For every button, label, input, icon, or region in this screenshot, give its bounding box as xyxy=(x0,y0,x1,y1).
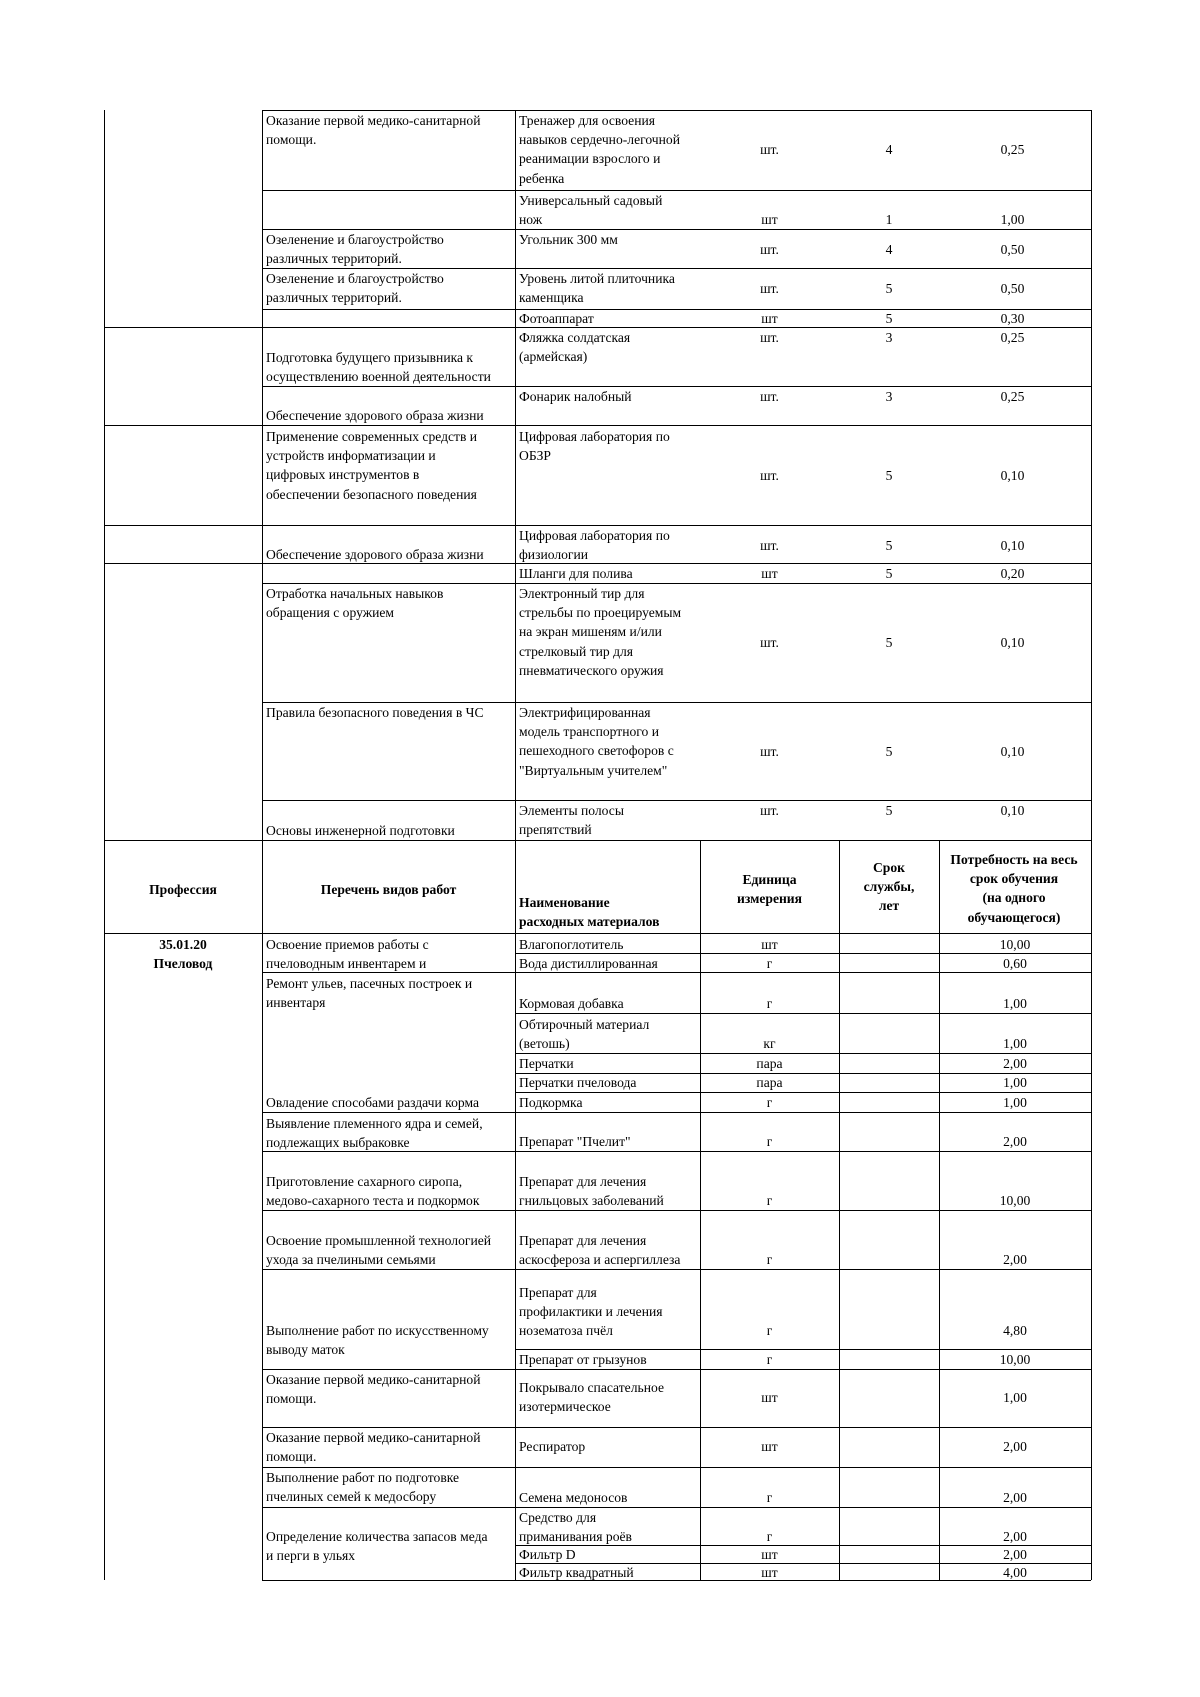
table-rule xyxy=(1091,110,1092,840)
work-cell: Оказание первой медико-санитарной помощи. xyxy=(266,1430,481,1465)
term-cell: 3 xyxy=(885,330,893,345)
table-rule xyxy=(262,583,1091,584)
material-name: Фильтр квадратный xyxy=(519,1565,634,1580)
term-cell: 5 xyxy=(885,311,893,326)
header-unit: Единица измерения xyxy=(736,872,802,907)
need-cell: 4,80 xyxy=(1003,1323,1027,1338)
table-rule xyxy=(262,327,1091,328)
need-cell: 0,10 xyxy=(1000,468,1025,483)
material-name: Фотоаппарат xyxy=(519,311,594,326)
table-rule xyxy=(104,110,105,1580)
table-rule xyxy=(515,953,1091,954)
unit-cell: шт. xyxy=(760,389,779,404)
material-name: Уровень литой плиточника каменщика xyxy=(519,271,675,306)
work-cell: Отработка начальных навыков обращения с оружием xyxy=(266,586,444,621)
material-name: Электронный тир для стрельбы по проецируемым на экран мишеням и/или стрелковый тир для пневматического оружия xyxy=(519,586,682,678)
table-rule xyxy=(515,1112,1091,1113)
term-cell: 4 xyxy=(885,142,893,157)
table-rule xyxy=(262,229,1091,230)
unit-cell: шт xyxy=(761,1547,778,1562)
need-cell: 2,00 xyxy=(1003,1490,1027,1505)
table-rule xyxy=(262,1467,515,1468)
table-rule xyxy=(104,840,262,841)
need-cell: 2,00 xyxy=(1003,1252,1027,1267)
need-cell: 0,25 xyxy=(1000,330,1025,345)
table-rule xyxy=(262,190,1091,191)
term-cell: 5 xyxy=(885,538,893,553)
table-rule xyxy=(515,1580,1091,1581)
work-cell: Обеспечение здорового образа жизни xyxy=(266,547,484,562)
table-rule xyxy=(262,1210,515,1211)
unit-cell: г xyxy=(766,1095,773,1110)
need-cell: 1,00 xyxy=(1003,1095,1027,1110)
material-name: Тренажер для освоения навыков сердечно-легочной реанимации взрослого и ребенка xyxy=(519,113,680,186)
unit-cell: г xyxy=(766,1323,773,1338)
need-cell: 2,00 xyxy=(1003,1439,1027,1454)
unit-cell: шт xyxy=(761,311,778,326)
work-cell: Оказание первой медико-санитарной помощи. xyxy=(266,1372,481,1407)
table-rule xyxy=(104,933,1091,934)
need-cell: 0,20 xyxy=(1000,566,1025,581)
work-cell: Ремонт ульев, пасечных построек и инвентаря xyxy=(266,976,473,1011)
table-rule xyxy=(262,110,1091,111)
need-cell: 10,00 xyxy=(999,1193,1031,1208)
header-name: Наименование расходных материалов xyxy=(519,895,660,930)
term-cell: 5 xyxy=(885,635,893,650)
need-cell: 0,50 xyxy=(1000,242,1025,257)
table-rule xyxy=(515,1369,1091,1370)
unit-cell: шт xyxy=(761,1390,778,1405)
term-cell: 5 xyxy=(885,281,893,296)
need-cell: 1,00 xyxy=(1003,996,1027,1011)
table-rule xyxy=(262,386,1091,387)
need-cell: 10,00 xyxy=(999,1352,1031,1367)
table-rule xyxy=(515,1092,1091,1093)
need-cell: 0,10 xyxy=(1000,803,1025,818)
material-name: Цифровая лаборатория по физиологии xyxy=(519,528,670,563)
table-rule xyxy=(515,1013,1091,1014)
material-name: Подкормка xyxy=(519,1095,583,1110)
material-name: Цифровая лаборатория по ОБЗР xyxy=(519,429,670,464)
unit-cell: шт. xyxy=(760,538,779,553)
table-rule xyxy=(515,1151,1091,1152)
need-cell: 0,50 xyxy=(1000,281,1025,296)
table-rule xyxy=(262,702,1091,703)
table-rule xyxy=(104,525,262,526)
need-cell: 0,60 xyxy=(1003,956,1027,971)
table-rule xyxy=(515,1053,1091,1054)
unit-cell: шт xyxy=(761,566,778,581)
work-cell: Обеспечение здорового образа жизни xyxy=(266,408,484,423)
need-cell: 2,00 xyxy=(1003,1529,1027,1544)
unit-cell: шт. xyxy=(760,330,779,345)
work-cell: Овладение способами раздачи корма xyxy=(266,1095,480,1110)
unit-cell: г xyxy=(766,1252,773,1267)
table-rule xyxy=(515,110,516,840)
work-cell: Озеленение и благоустройство различных территорий. xyxy=(266,232,444,267)
need-cell: 10,00 xyxy=(999,937,1031,952)
unit-cell: шт. xyxy=(760,744,779,759)
material-name: Фильтр D xyxy=(519,1547,576,1562)
table-rule xyxy=(262,1269,515,1270)
work-cell: Освоение приемов работы с пчеловодным инвентарем и xyxy=(266,937,429,972)
material-name: Препарат от грызунов xyxy=(519,1352,647,1367)
material-name: Препарат "Пчелит" xyxy=(519,1134,631,1149)
material-name: Угольник 300 мм xyxy=(519,232,618,247)
need-cell: 1,00 xyxy=(1000,212,1025,227)
work-cell: Выполнение работ по искусственному выводу маток xyxy=(266,1323,489,1358)
material-name: Покрывало спасательное изотермическое xyxy=(519,1380,664,1415)
material-name: Препарат для лечения гнильцовых заболеваний xyxy=(519,1174,664,1209)
term-cell: 3 xyxy=(885,389,893,404)
table-rule xyxy=(262,1427,515,1428)
material-name: Кормовая добавка xyxy=(519,996,624,1011)
work-cell: Правила безопасного поведения в ЧС xyxy=(266,705,484,720)
unit-cell: шт xyxy=(761,937,778,952)
material-name: Универсальный садовый нож xyxy=(519,193,663,228)
unit-cell: шт xyxy=(761,1439,778,1454)
material-name: Шланги для полива xyxy=(519,566,633,581)
work-cell: Основы инженерной подготовки xyxy=(266,823,455,838)
unit-cell: пара xyxy=(756,1075,783,1090)
work-cell: Озеленение и благоустройство различных территорий. xyxy=(266,271,444,306)
work-cell: Освоение промышленной технологией ухода за пчелиными семьями xyxy=(266,1233,492,1268)
unit-cell: шт. xyxy=(760,803,779,818)
table-rule xyxy=(262,268,1091,269)
term-cell: 5 xyxy=(885,744,893,759)
need-cell: 0,30 xyxy=(1000,311,1025,326)
need-cell: 0,25 xyxy=(1000,142,1025,157)
work-cell: Выполнение работ по подготовке пчелиных семей к медосбору xyxy=(266,1470,460,1505)
table-rule xyxy=(262,1507,515,1508)
table-rule xyxy=(515,1563,1091,1564)
material-name: Препарат для профилактики и лечения нозематоза пчёл xyxy=(519,1285,663,1339)
need-cell: 0,10 xyxy=(1000,744,1025,759)
need-cell: 2,00 xyxy=(1003,1547,1027,1562)
table-rule xyxy=(262,1580,515,1581)
unit-cell: г xyxy=(766,1134,773,1149)
table-rule xyxy=(515,1545,1091,1546)
material-name: Влагопоглотитель xyxy=(519,937,624,952)
material-name: Элементы полосы препятствий xyxy=(519,803,624,838)
unit-cell: шт. xyxy=(760,142,779,157)
work-cell: Приготовление сахарного сиропа, медово-сахарного теста и подкормок xyxy=(266,1174,480,1209)
need-cell: 2,00 xyxy=(1003,1056,1027,1071)
work-cell: Подготовка будущего призывника к осуществлению военной деятельности xyxy=(266,350,491,385)
material-name: Фляжка солдатская (армейская) xyxy=(519,330,631,365)
table-rule xyxy=(515,1467,1091,1468)
work-cell: Применение современных средств и устройств информатизации и цифровых инструментов в обеспечении безопасного поведения xyxy=(266,429,478,502)
table-rule xyxy=(515,1073,1091,1074)
need-cell: 0,25 xyxy=(1000,389,1025,404)
work-cell: Оказание первой медико-санитарной помощи. xyxy=(266,113,481,148)
header-works: Перечень видов работ xyxy=(320,882,457,897)
table-rule xyxy=(262,1151,515,1152)
material-name: Фонарик налобный xyxy=(519,389,632,404)
profession-code: 35.01.20 xyxy=(159,937,207,952)
term-cell: 4 xyxy=(885,242,893,257)
unit-cell: г xyxy=(766,956,773,971)
unit-cell: шт. xyxy=(760,281,779,296)
need-cell: 0,10 xyxy=(1000,538,1025,553)
work-cell: Определение количества запасов меда и перги в ульях xyxy=(266,1529,488,1564)
profession-title: Пчеловод xyxy=(153,956,213,971)
need-cell: 0,10 xyxy=(1000,635,1025,650)
table-rule xyxy=(262,110,263,840)
unit-cell: г xyxy=(766,1193,773,1208)
unit-cell: г xyxy=(766,996,773,1011)
unit-cell: шт xyxy=(761,1565,778,1580)
table-rule xyxy=(104,425,262,426)
work-cell: Выявление племенного ядра и семей, подлежащих выбраковке xyxy=(266,1116,483,1151)
unit-cell: шт xyxy=(761,212,778,227)
term-cell: 5 xyxy=(885,803,893,818)
need-cell: 1,00 xyxy=(1003,1036,1027,1051)
table-rule xyxy=(515,1210,1091,1211)
material-name: Электрифицированная модель транспортного и пешеходного светофоров с "Виртуальным учителем" xyxy=(519,705,674,778)
material-name: Перчатки пчеловода xyxy=(519,1075,637,1090)
unit-cell: г xyxy=(766,1352,773,1367)
material-name: Препарат для лечения аскосфероза и аспергиллеза xyxy=(519,1233,681,1268)
need-cell: 2,00 xyxy=(1003,1134,1027,1149)
table-rule xyxy=(515,1349,1091,1350)
table-rule xyxy=(262,425,1091,426)
unit-cell: пара xyxy=(756,1056,783,1071)
table-rule xyxy=(262,800,1091,801)
table-rule xyxy=(515,1427,1091,1428)
unit-cell: шт. xyxy=(760,635,779,650)
table-rule xyxy=(262,1369,515,1370)
table-rule xyxy=(262,309,1091,310)
need-cell: 4,00 xyxy=(1003,1565,1027,1580)
header-need: Потребность на весь срок обучения (на одного обучающегося) xyxy=(950,852,1078,925)
table-rule xyxy=(515,1507,1091,1508)
table-rule xyxy=(104,563,262,564)
unit-cell: кг xyxy=(763,1036,776,1051)
table-rule xyxy=(262,972,515,973)
unit-cell: шт. xyxy=(760,242,779,257)
unit-cell: г xyxy=(766,1529,773,1544)
term-cell: 5 xyxy=(885,468,893,483)
need-cell: 1,00 xyxy=(1003,1075,1027,1090)
table-rule xyxy=(515,972,1091,973)
need-cell: 1,00 xyxy=(1003,1390,1027,1405)
term-cell: 1 xyxy=(885,212,893,227)
term-cell: 5 xyxy=(885,566,893,581)
material-name: Обтирочный материал (ветошь) xyxy=(519,1017,650,1052)
material-name: Средство для приманивания роёв xyxy=(519,1510,632,1545)
table-rule xyxy=(1091,840,1092,1580)
table-rule xyxy=(262,1112,515,1113)
material-name: Перчатки xyxy=(519,1056,574,1071)
unit-cell: г xyxy=(766,1490,773,1505)
unit-cell: шт. xyxy=(760,468,779,483)
header-profession: Профессия xyxy=(149,882,217,897)
table-rule xyxy=(515,1269,1091,1270)
table-rule xyxy=(262,525,1091,526)
table-rule xyxy=(262,563,1091,564)
material-name: Респиратор xyxy=(519,1439,586,1454)
material-name: Семена медоносов xyxy=(519,1490,628,1505)
table-rule xyxy=(262,840,1091,841)
material-name: Вода дистиллированная xyxy=(519,956,658,971)
header-term: Срок службы, лет xyxy=(863,860,915,914)
table-rule xyxy=(104,327,262,328)
